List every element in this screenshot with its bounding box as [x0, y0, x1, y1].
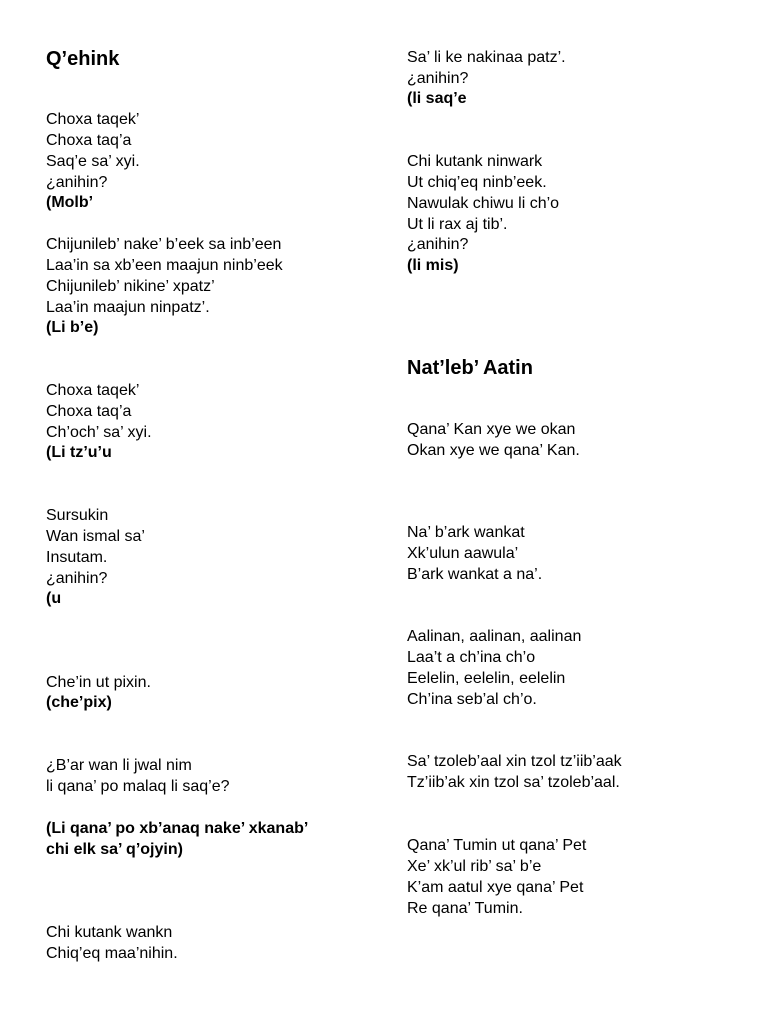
saying3-line1: Aalinan, aalinan, aalinan [407, 628, 582, 645]
riddle1-line3: Saq’e sa’ xyi. [46, 153, 140, 170]
riddle8-answer: (li mis) [407, 257, 459, 274]
riddle8-line4: Ut li rax aj tib’. [407, 216, 508, 233]
riddle2-line1: Chijunileb’ nake’ b’eek sa inb’een [46, 236, 282, 253]
riddle5-answer: (che’pix) [46, 694, 112, 711]
riddle6-line2: li qana’ po malaq li saq’e? [46, 778, 230, 795]
saying3-line4: Ch’ina seb’al ch’o. [407, 691, 537, 708]
saying5-line2: Xe’ xk’ul rib’ sa’ b’e [407, 858, 542, 875]
riddle4-line4: ¿anihin? [46, 570, 108, 587]
riddle2-line4: Laa’in maajun ninpatz’. [46, 299, 210, 316]
riddle4-line3: Insutam. [46, 549, 108, 566]
riddle3-line3: Ch’och’ sa’ xyi. [46, 424, 152, 441]
riddle6-answer-line1: (Li qana’ po xb’anaq nake’ xkanab’ [46, 820, 309, 837]
saying1-line1: Qana’ Kan xye we okan [407, 421, 576, 438]
saying5-line3: K’am aatul xye qana’ Pet [407, 879, 584, 896]
riddle6-answer-line2: chi elk sa’ q’ojyin) [46, 841, 183, 858]
riddle6-line1: ¿B’ar wan li jwal nim [46, 757, 192, 774]
riddle3-line2: Choxa taq’a [46, 403, 132, 420]
riddle4-line2: Wan ismal sa’ [46, 528, 145, 545]
riddle1-line2: Choxa taq’a [46, 132, 132, 149]
riddle2-line3: Chijunileb’ nikine’ xpatz’ [46, 278, 215, 295]
saying1-line2: Okan xye we qana’ Kan. [407, 442, 580, 459]
riddle3-line1: Choxa taqek’ [46, 382, 140, 399]
right-title: Nat’leb’ Aatin [407, 357, 533, 379]
saying2-line3: B’ark wankat a na’. [407, 566, 543, 583]
riddle2-answer: (Li b’e) [46, 319, 99, 336]
saying4-line1: Sa’ tzoleb’aal xin tzol tz’iib’aak [407, 753, 622, 770]
riddle7-line1: Chi kutank wankn [46, 924, 173, 941]
riddle4-line1: Sursukin [46, 507, 109, 524]
riddle2-line2: Laa’in sa xb’een maajun ninb’eek [46, 257, 283, 274]
riddle3-answer: (Li tz’u’u [46, 444, 112, 461]
left-title: Q’ehink [46, 48, 120, 70]
riddle8-line3: Nawulak chiwu li ch’o [407, 195, 560, 212]
riddle7-cont-line1: Sa’ li ke nakinaa patz’. [407, 49, 566, 66]
saying3-line3: Eelelin, eelelin, eelelin [407, 670, 566, 687]
riddle1-answer: (Molb’ [46, 194, 94, 211]
riddle7-answer: (li saq’e [407, 90, 467, 107]
saying5-line1: Qana’ Tumin ut qana’ Pet [407, 837, 587, 854]
riddle7-cont-line2: ¿anihin? [407, 70, 469, 87]
riddle8-line2: Ut chiq’eq ninb’eek. [407, 174, 547, 191]
saying5-line4: Re qana’ Tumin. [407, 900, 523, 917]
riddle1-line1: Choxa taqek’ [46, 111, 140, 128]
saying3-line2: Laa’t a ch’ina ch’o [407, 649, 536, 666]
riddle8-line5: ¿anihin? [407, 236, 469, 253]
riddle7-line2: Chiq’eq maa’nihin. [46, 945, 178, 962]
riddle1-line4: ¿anihin? [46, 174, 108, 191]
saying4-line2: Tz’iib’ak xin tzol sa’ tzoleb’aal. [407, 774, 620, 791]
riddle4-answer: (u [46, 590, 62, 607]
riddle5-line1: Che’in ut pixin. [46, 674, 151, 691]
saying2-line2: Xk’ulun aawula’ [407, 545, 519, 562]
riddle8-line1: Chi kutank ninwark [407, 153, 543, 170]
saying2-line1: Na’ b’ark wankat [407, 524, 525, 541]
